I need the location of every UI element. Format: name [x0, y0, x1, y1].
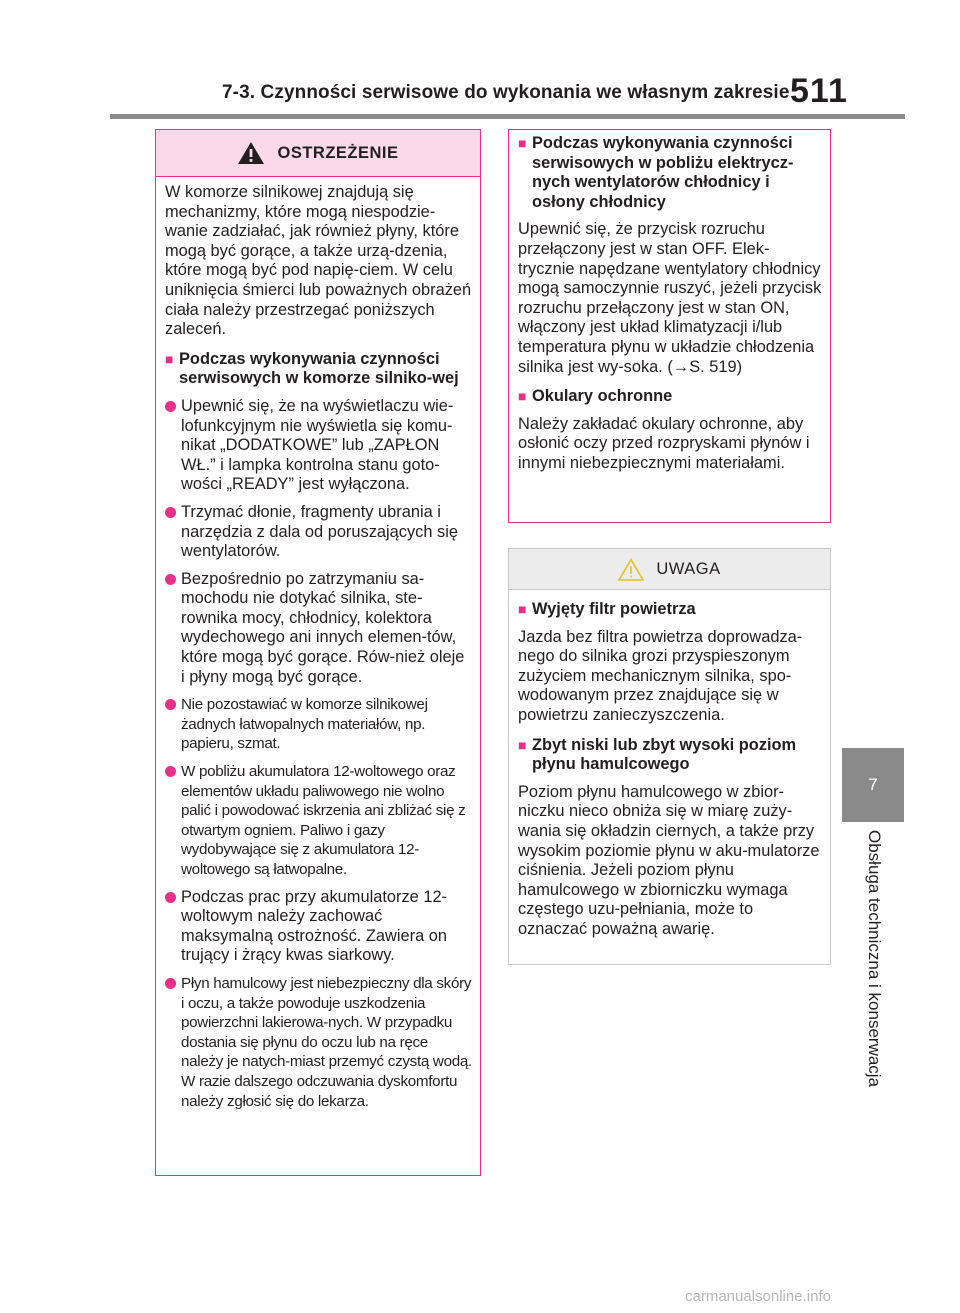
brake-fluid-head: ■ Zbyt niski lub zbyt wysoki poziom płynu hamulcowego: [518, 735, 797, 774]
notice-banner: [509, 549, 830, 590]
dot-bullet-icon: [165, 695, 181, 754]
warning-box: [155, 129, 481, 1176]
chapter-label: Obsługa techniczna i konserwacja: [865, 830, 884, 1088]
square-bullet-icon: ■: [165, 350, 174, 367]
dot-bullet-icon: [165, 888, 181, 966]
caution-triangle-icon: [618, 558, 644, 581]
brake-fluid-text: Poziom płynu hamulcowego w zbior-niczku nieco obniża się w miarę zuży-wania się okładzin ciernych, a także przy wysokim poziomie płynu w aku-mulatorze ciśnienia. Jeżeli poziom płynu hamulcowego w zbiorniczku wymaga częstego uzu-pełniania, może to oznaczać poważną awarię.: [518, 782, 820, 938]
warning-banner: [156, 130, 480, 177]
square-bullet-icon: ■: [518, 388, 527, 405]
list-item: Nie pozostawiać w komorze silnikowej żadnych łatwopalnych materiałów, np. papieru, szmat.: [165, 695, 472, 754]
notice-title: UWAGA: [656, 559, 721, 578]
warning-triangle-icon: [237, 141, 265, 165]
goggles-section-text: Należy zakładać okulary ochronne, aby osłonić oczy przed rozpryskami płynów i innymi niebezpiecznymi materiałami.: [518, 414, 810, 472]
watermark: carmanualsonline.info: [685, 1288, 831, 1305]
fan-section-text: Upewnić się, że przycisk rozruchu przełączony jest w stan OFF. Elek-trycznie napędzane wentylatory chłodnicy mogą samoczynnie ruszyć, jeżeli przycisk rozruchu przełączony jest w stan ON, włączony jest układ klimatyzacji i/lub temperatura płynu w układzie chłodzenia silnika jest wy-soka. (→S. 519): [518, 220, 822, 376]
warning-intro: W komorze silnikowej znajdują się mechanizmy, które mogą niespodzie-wanie zadziałać, jak również płyny, które mogą być gorące, a także urzą-dzenia, które mogą być pod napię-ciem. W celu uniknięcia śmierci lub poważnych obrażeń ciała należy przestrzegać poniższych zaleceń.: [165, 183, 472, 339]
square-bullet-icon: ■: [518, 736, 527, 753]
dot-bullet-icon: [165, 570, 181, 688]
dot-bullet-icon: [165, 762, 181, 880]
notice-box: [508, 548, 831, 965]
list-item: Upewnić się, że na wyświetlaczu wie-lofunkcyjnym nie wyświetla się komu-nikat „DODATKOWE” lub „ZAPŁON WŁ.” i lampka kontrolna stanu goto-wości „READY” jest wyłączona.: [165, 397, 472, 495]
dot-bullet-icon: [165, 503, 181, 562]
list-item: W pobliżu akumulatora 12-woltowego oraz elementów układu paliwowego nie wolno palić i powodować iskrzenia ani zbliżać się z otwartym ogniem. Paliwo i gazy wydobywające się z akumulatora 12-woltowego są łatwopalne.: [165, 762, 472, 880]
page-number: 511: [790, 72, 848, 110]
list-item: Podczas prac przy akumulatorze 12-woltowym należy zachować maksymalną ostrożność. Zawiera on trujący i żrący kwas siarkowy.: [165, 888, 472, 966]
chapter-tab: 7: [842, 748, 904, 822]
air-filter-head: ■ Wyjęty filtr powietrza: [518, 600, 696, 618]
fan-section-head: ■ Podczas wykonywania czynności serwisowych w pobliżu elektrycz-nych wentylatorów chłodnicy i osłony chłodnicy: [518, 134, 794, 211]
warning-continued-box: [508, 129, 831, 523]
list-item: Bezpośrednio po zatrzymaniu sa-mochodu nie dotykać silnika, ste-rownika mocy, chłodnicy, kolektora wydechowego ani innych elemen-tów, które mogą być gorące. Rów-nież oleje i płyny mogą być gorące.: [165, 570, 472, 688]
goggles-section-head: ■ Okulary ochronne: [518, 387, 673, 406]
page-header-title: 7-3. Czynności serwisowe do wykonania we własnym zakresie: [222, 82, 790, 103]
warning-title: OSTRZEŻENIE: [277, 143, 399, 162]
square-bullet-icon: ■: [518, 135, 527, 151]
square-bullet-icon: ■: [518, 601, 527, 617]
header-rule: [110, 114, 905, 119]
list-item: Trzymać dłonie, fragmenty ubrania i narzędzia z dala od poruszających się wentylatorów.: [165, 503, 472, 562]
warning-subhead: ■ Podczas wykonywania czynności serwisowych w komorze silniko-wej: [165, 349, 459, 388]
list-item: Płyn hamulcowy jest niebezpieczny dla skóry i oczu, a także powoduje uszkodzenia powierzchni lakierowa-nych. W przypadku dostania się płynu do oczu lub na ręce należy je natych-miast przemyć czystą wodą. W razie dalszego odczuwania dyskomfortu należy zgłosić się do lekarza.: [165, 974, 472, 1111]
dot-bullet-icon: [165, 397, 181, 495]
dot-bullet-icon: [165, 974, 181, 1111]
air-filter-text: Jazda bez filtra powietrza doprowadza-nego do silnika grozi przyspieszonym zużyciem mechanicznym silnika, spo-wodowanym przez znajdujące się w powietrzu zanieczyszczenia.: [518, 627, 803, 724]
